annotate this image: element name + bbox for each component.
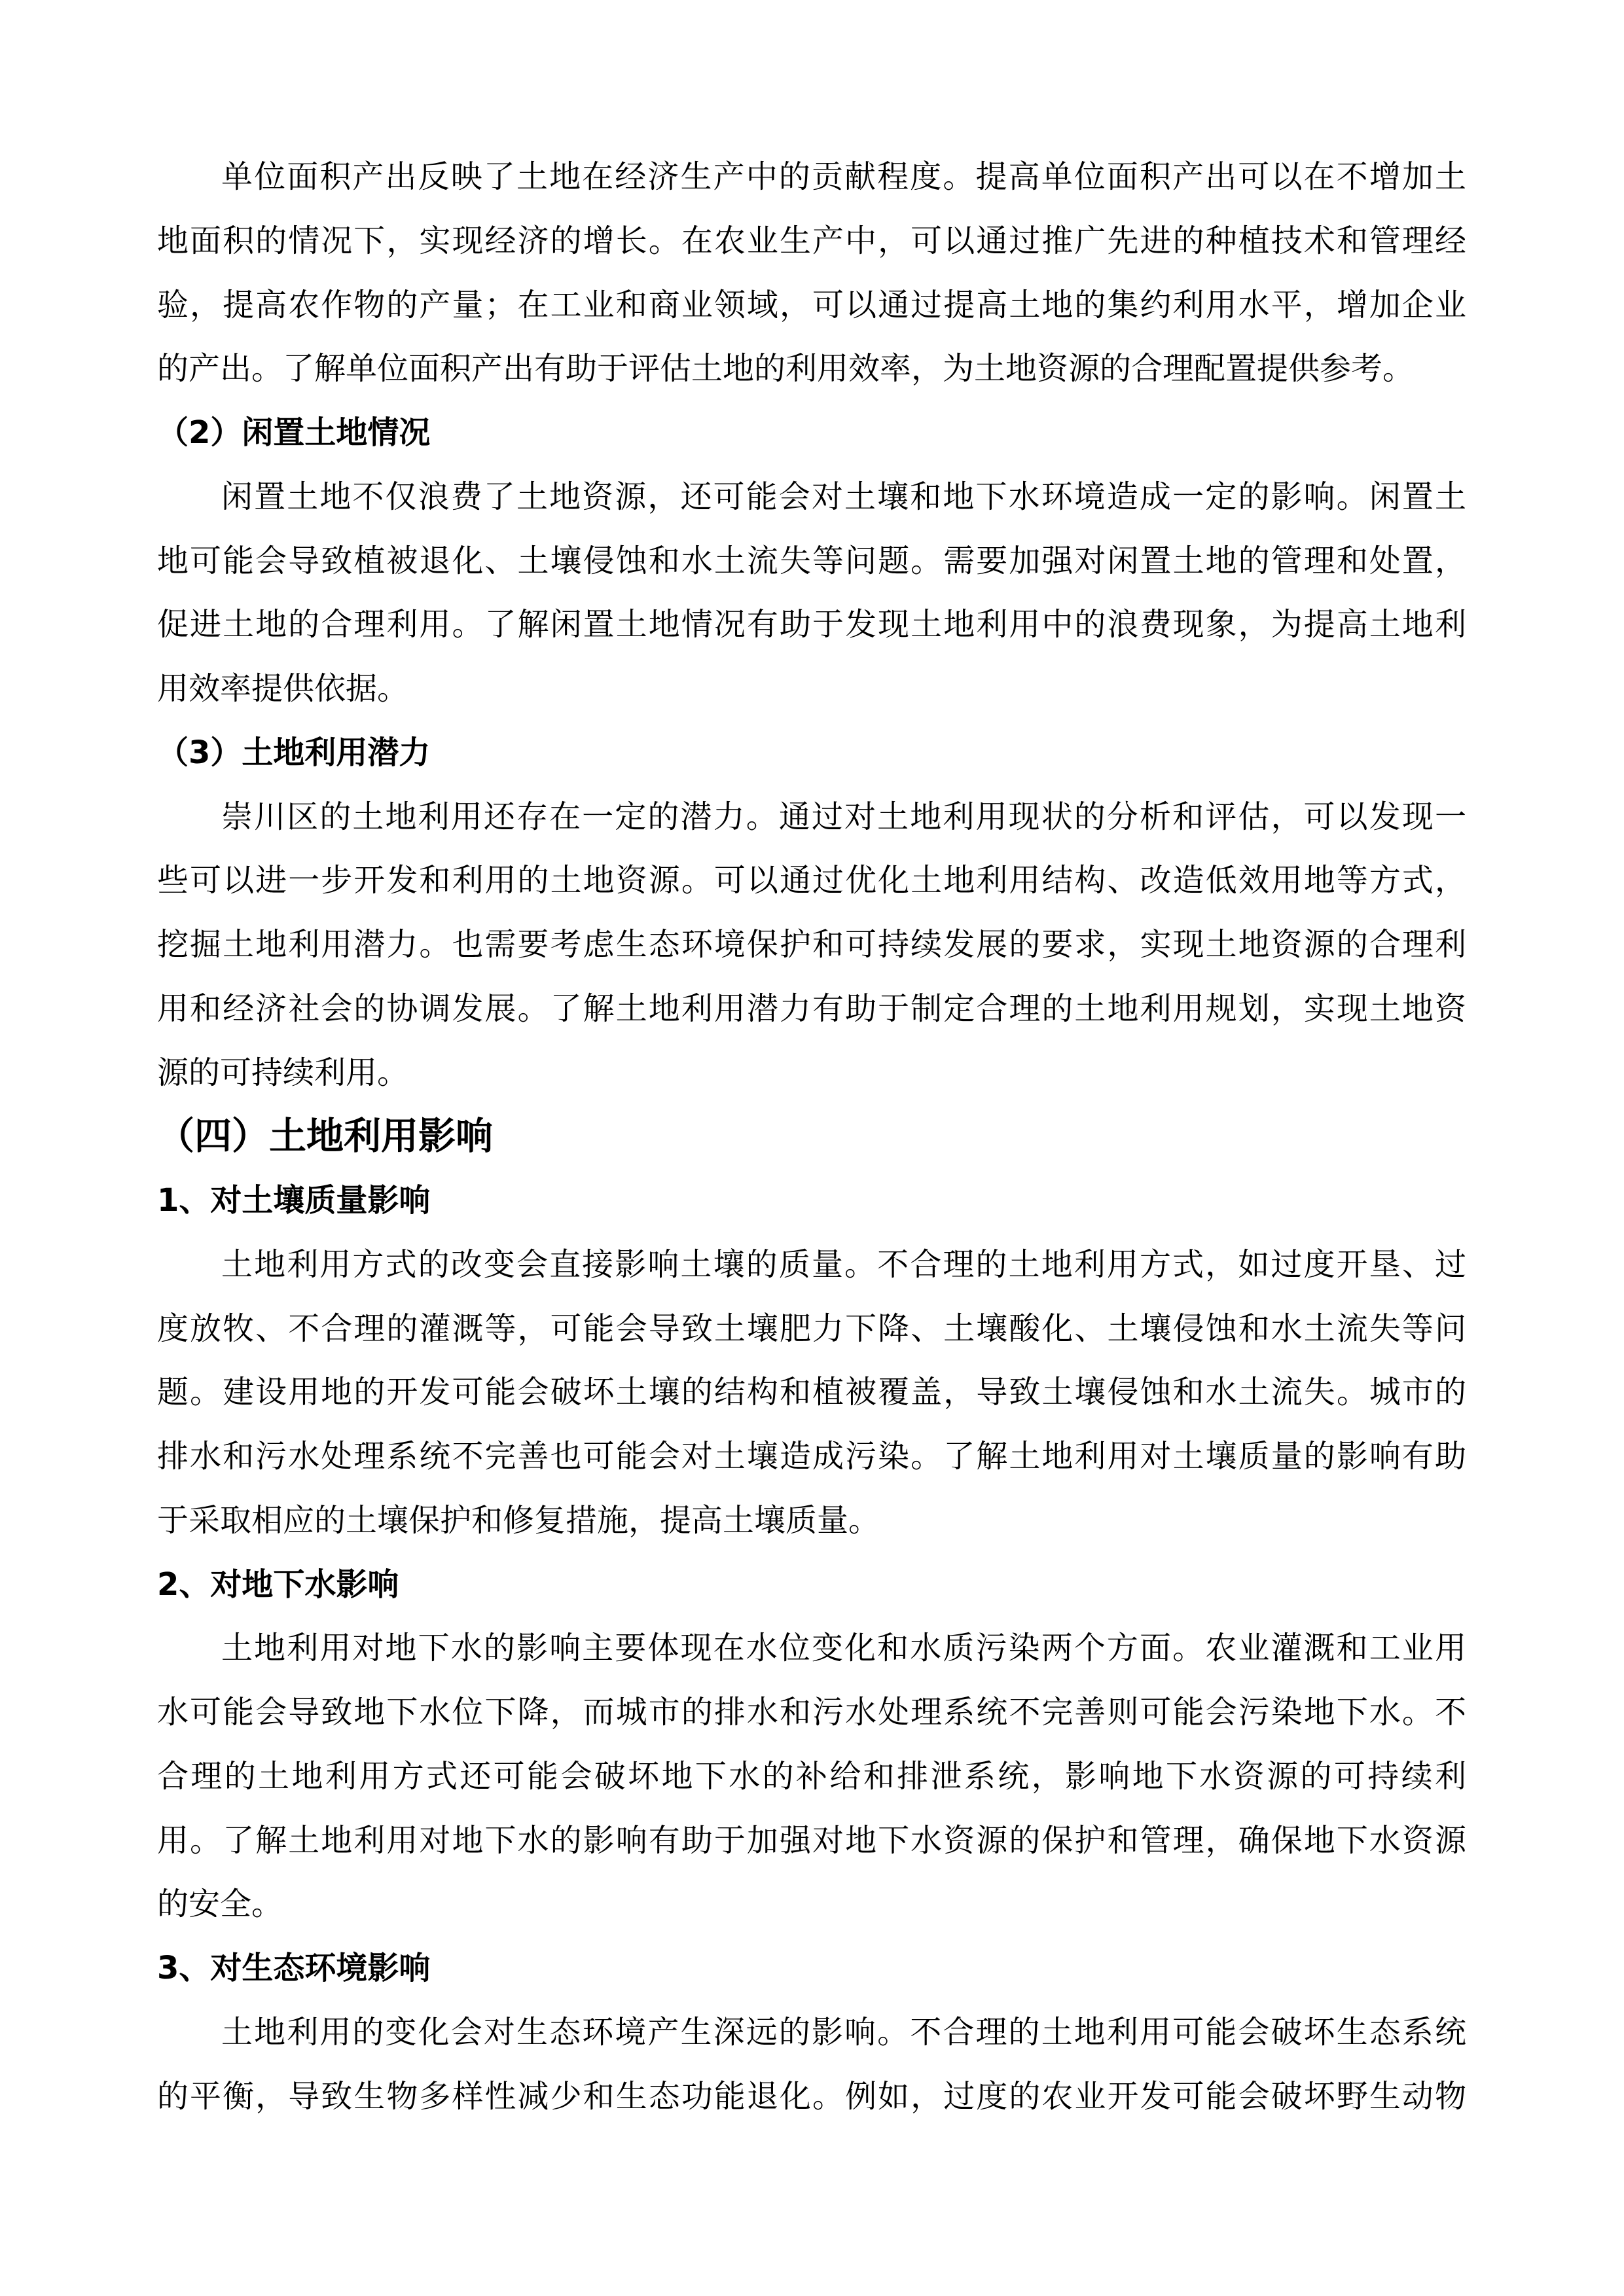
body-text-line: 地面积的情况下，实现经济的增长。在农业生产中，可以通过推广先进的种植技术和管理经 (157, 222, 1466, 259)
subsection-heading: 3、对生态环境影响 (157, 1950, 431, 1986)
body-text-line: 排水和污水处理系统不完善也可能会对土壤造成污染。了解土地利用对土壤质量的影响有助 (157, 1438, 1466, 1475)
body-text-line: 的平衡，导致生物多样性减少和生态功能退化。例如，过度的农业开发可能会破坏野生动物 (157, 2077, 1466, 2115)
body-text-line: 用和经济社会的协调发展。了解土地利用潜力有助于制定合理的土地利用规划，实现土地资 (157, 990, 1466, 1027)
subsection-heading: （2）闲置土地情况 (157, 414, 431, 451)
body-text-line: 验，提高农作物的产量；在工业和商业领域，可以通过提高土地的集约利用水平，增加企业 (157, 286, 1466, 323)
paragraph-first-line: 崇川区的土地利用还存在一定的潜力。通过对土地利用现状的分析和评估，可以发现一 (221, 798, 1466, 835)
subsection-heading: 1、对土壤质量影响 (157, 1182, 431, 1219)
subsection-heading: 2、对地下水影响 (157, 1566, 399, 1603)
body-text-line: 合理的土地利用方式还可能会破坏地下水的补给和排泄系统，影响地下水资源的可持续利 (157, 1757, 1466, 1795)
paragraph-first-line: 土地利用的变化会对生态环境产生深远的影响。不合理的土地利用可能会破坏生态系统 (221, 2013, 1466, 2051)
section-heading: （四）土地利用影响 (157, 1115, 493, 1158)
paragraph-first-line: 土地利用对地下水的影响主要体现在水位变化和水质污染两个方面。农业灌溉和工业用 (221, 1630, 1466, 1667)
paragraph-last-line: 于采取相应的土壤保护和修复措施，提高土壤质量。 (157, 1501, 880, 1539)
paragraph-last-line: 的安全。 (157, 1886, 283, 1923)
body-text-line: 挖掘土地利用潜力。也需要考虑生态环境保护和可持续发展的要求，实现土地资源的合理利 (157, 926, 1466, 963)
paragraph-first-line: 土地利用方式的改变会直接影响土壤的质量。不合理的土地利用方式，如过度开垦、过 (221, 1246, 1466, 1283)
body-text-line: 题。建设用地的开发可能会破坏土壤的结构和植被覆盖，导致土壤侵蚀和水土流失。城市的 (157, 1374, 1466, 1411)
body-text-line: 促进土地的合理利用。了解闲置土地情况有助于发现土地利用中的浪费现象，为提高土地利 (157, 606, 1466, 643)
paragraph-first-line: 闲置土地不仅浪费了土地资源，还可能会对土壤和地下水环境造成一定的影响。闲置土 (221, 478, 1466, 515)
body-text-line: 些可以进一步开发和利用的土地资源。可以通过优化土地利用结构、改造低效用地等方式， (157, 862, 1466, 899)
body-text-line: 地可能会导致植被退化、土壤侵蚀和水土流失等问题。需要加强对闲置土地的管理和处置， (157, 542, 1466, 579)
paragraph-last-line: 用效率提供依据。 (157, 670, 409, 707)
paragraph-last-line: 的产出。了解单位面积产出有助于评估土地的利用效率，为土地资源的合理配置提供参考。 (157, 350, 1415, 387)
paragraph-first-line: 单位面积产出反映了土地在经济生产中的贡献程度。提高单位面积产出可以在不增加土 (221, 158, 1466, 195)
body-text-line: 用。了解土地利用对地下水的影响有助于加强对地下水资源的保护和管理，确保地下水资源 (157, 1821, 1466, 1859)
body-text-line: 水可能会导致地下水位下降，而城市的排水和污水处理系统不完善则可能会污染地下水。不 (157, 1694, 1466, 1731)
paragraph-last-line: 源的可持续利用。 (157, 1054, 409, 1091)
body-text-line: 度放牧、不合理的灌溉等，可能会导致土壤肥力下降、土壤酸化、土壤侵蚀和水土流失等问 (157, 1310, 1466, 1347)
subsection-heading: （3）土地利用潜力 (157, 734, 431, 771)
